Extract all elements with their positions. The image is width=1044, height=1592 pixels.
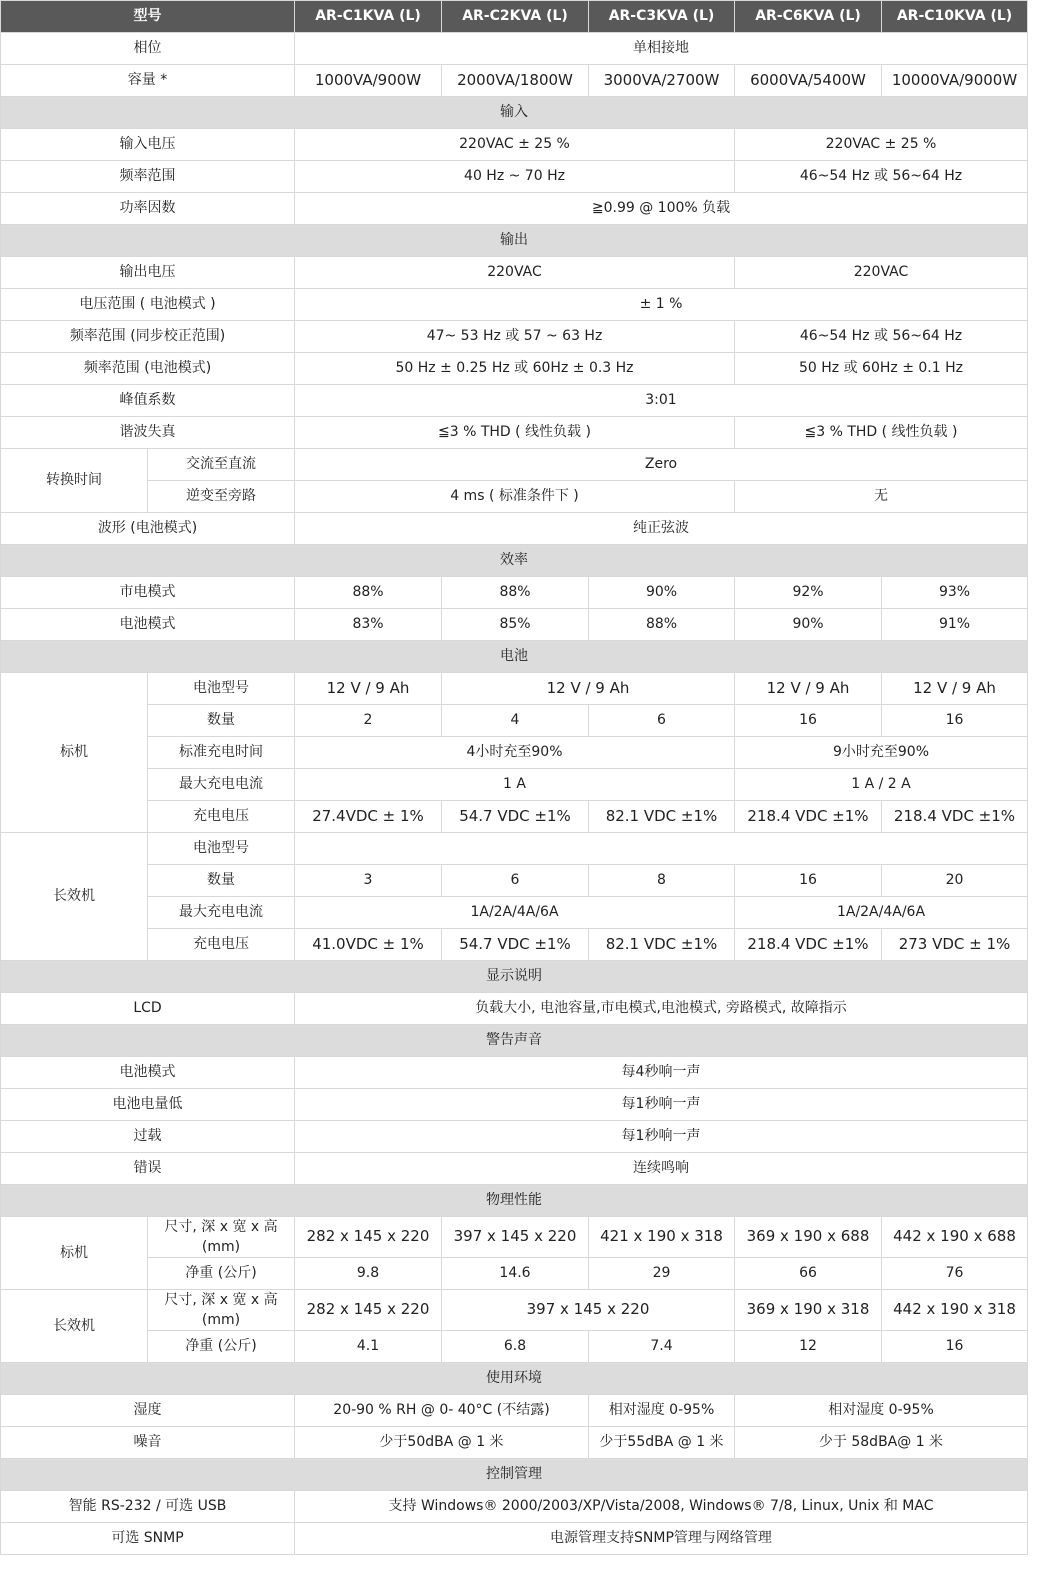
- row-label: 电压范围 ( 电池模式 ): [1, 289, 295, 321]
- table-row: [1, 193, 1028, 225]
- table-row: [1, 737, 1028, 769]
- row-label: 电池电量低: [1, 1089, 295, 1121]
- row-value: 93%: [882, 577, 1028, 609]
- row-value: 6: [589, 705, 735, 737]
- row-value: 2000VA/1800W: [442, 65, 589, 97]
- section-title: 输出: [1, 225, 1028, 257]
- group-label: 标机: [1, 673, 148, 833]
- table-row: [1, 1491, 1028, 1523]
- row-value: 每1秒响一声: [295, 1121, 1028, 1153]
- row-value: 421 x 190 x 318: [589, 1217, 735, 1258]
- row-value: 88%: [589, 609, 735, 641]
- row-value: 92%: [735, 577, 882, 609]
- section-row: [1, 1185, 1028, 1217]
- header-model-1: AR-C1KVA (L): [295, 1, 442, 33]
- row-value: 3:01: [295, 385, 1028, 417]
- row-label: 波形 (电池模式): [1, 513, 295, 545]
- table-row: [1, 1153, 1028, 1185]
- row-value: 369 x 190 x 318: [735, 1290, 882, 1331]
- row-value: 82.1 VDC ±1%: [589, 801, 735, 833]
- row-value: 273 VDC ± 1%: [882, 929, 1028, 961]
- row-value: 12 V / 9 Ah: [295, 673, 442, 705]
- table-row: [1, 33, 1028, 65]
- row-value: 10000VA/9000W: [882, 65, 1028, 97]
- row-value: 2: [295, 705, 442, 737]
- row-label: LCD: [1, 993, 295, 1025]
- row-label: 频率范围: [1, 161, 295, 193]
- row-value: 90%: [735, 609, 882, 641]
- row-value: 相对湿度 0-95%: [589, 1395, 735, 1427]
- row-label: 智能 RS-232 / 可选 USB: [1, 1491, 295, 1523]
- row-value: 6.8: [442, 1331, 589, 1363]
- row-label: 市电模式: [1, 577, 295, 609]
- header-model-3: AR-C3KVA (L): [589, 1, 735, 33]
- row-label: 电池模式: [1, 1057, 295, 1089]
- row-value: 82.1 VDC ±1%: [589, 929, 735, 961]
- row-label: 电池型号: [148, 673, 295, 705]
- row-label: 电池模式: [1, 609, 295, 641]
- row-value: 无: [735, 481, 1028, 513]
- section-title: 警告声音: [1, 1025, 1028, 1057]
- row-value: 4 ms ( 标准条件下 ): [295, 481, 735, 513]
- table-row: [1, 321, 1028, 353]
- row-value: 少于50dBA @ 1 米: [295, 1427, 589, 1459]
- row-value: 282 x 145 x 220: [295, 1217, 442, 1258]
- row-label: 功率因数: [1, 193, 295, 225]
- row-value: 88%: [295, 577, 442, 609]
- row-value: 40 Hz ~ 70 Hz: [295, 161, 735, 193]
- row-value: 1A/2A/4A/6A: [735, 897, 1028, 929]
- row-label: 容量 *: [1, 65, 295, 97]
- row-label: 频率范围 (电池模式): [1, 353, 295, 385]
- table-row: [1, 417, 1028, 449]
- row-value: 90%: [589, 577, 735, 609]
- row-value: 442 x 190 x 318: [882, 1290, 1028, 1331]
- group-label: 长效机: [1, 1290, 148, 1363]
- row-value: 负载大小, 电池容量,市电模式,电池模式, 旁路模式, 故障指示: [295, 993, 1028, 1025]
- row-value: 54.7 VDC ±1%: [442, 801, 589, 833]
- header-model-5: AR-C10KVA (L): [882, 1, 1028, 33]
- group-label: 转换时间: [1, 449, 148, 513]
- row-value: 单相接地: [295, 33, 1028, 65]
- row-label: 输出电压: [1, 257, 295, 289]
- row-value: 6: [442, 865, 589, 897]
- table-row: [1, 161, 1028, 193]
- row-value: 47~ 53 Hz 或 57 ~ 63 Hz: [295, 321, 735, 353]
- table-row: [1, 865, 1028, 897]
- table-row: [1, 353, 1028, 385]
- table-row: [1, 129, 1028, 161]
- table-row: [1, 1331, 1028, 1363]
- row-value: 46~54 Hz 或 56~64 Hz: [735, 161, 1028, 193]
- table-row: [1, 897, 1028, 929]
- table-row: [1, 481, 1028, 513]
- row-label: 充电电压: [148, 801, 295, 833]
- row-value: 1000VA/900W: [295, 65, 442, 97]
- row-value: 1A/2A/4A/6A: [295, 897, 735, 929]
- row-value: 3000VA/2700W: [589, 65, 735, 97]
- row-value: 85%: [442, 609, 589, 641]
- section-title: 物理性能: [1, 1185, 1028, 1217]
- section-row: [1, 641, 1028, 673]
- row-label: 电池型号: [148, 833, 295, 865]
- section-row: [1, 225, 1028, 257]
- table-row: [1, 1089, 1028, 1121]
- row-value: 46~54 Hz 或 56~64 Hz: [735, 321, 1028, 353]
- row-value: 66: [735, 1258, 882, 1290]
- table-row: [1, 1523, 1028, 1555]
- row-label: 湿度: [1, 1395, 295, 1427]
- header-model-label: 型号: [1, 1, 295, 33]
- row-value: 220VAC: [295, 257, 735, 289]
- table-row: [1, 1057, 1028, 1089]
- group-label: 长效机: [1, 833, 148, 961]
- section-row: [1, 961, 1028, 993]
- row-value: 1 A: [295, 769, 735, 801]
- row-value: 16: [882, 1331, 1028, 1363]
- row-label: 输入电压: [1, 129, 295, 161]
- table-row: [1, 449, 1028, 481]
- row-value: 220VAC ± 25 %: [735, 129, 1028, 161]
- row-value: 76: [882, 1258, 1028, 1290]
- row-value: 7.4: [589, 1331, 735, 1363]
- header-row: [1, 1, 1028, 33]
- row-label: 峰值系数: [1, 385, 295, 417]
- row-value: 纯正弦波: [295, 513, 1028, 545]
- row-value: 88%: [442, 577, 589, 609]
- row-value: 369 x 190 x 688: [735, 1217, 882, 1258]
- row-value: 218.4 VDC ±1%: [735, 801, 882, 833]
- row-value: 83%: [295, 609, 442, 641]
- table-row: [1, 577, 1028, 609]
- row-value: 218.4 VDC ±1%: [735, 929, 882, 961]
- table-row: [1, 1290, 1028, 1331]
- table-row: [1, 993, 1028, 1025]
- section-title: 显示说明: [1, 961, 1028, 993]
- row-value: 电源管理支持SNMP管理与网络管理: [295, 1523, 1028, 1555]
- row-value: 14.6: [442, 1258, 589, 1290]
- row-value: 16: [882, 705, 1028, 737]
- row-label: 谐波失真: [1, 417, 295, 449]
- row-value: 每4秒响一声: [295, 1057, 1028, 1089]
- row-value: 282 x 145 x 220: [295, 1290, 442, 1331]
- table-row: [1, 385, 1028, 417]
- row-value: 20-90 % RH @ 0- 40°C (不结露): [295, 1395, 589, 1427]
- row-value: 支持 Windows® 2000/2003/XP/Vista/2008, Windows® 7/8, Linux, Unix 和 MAC: [295, 1491, 1028, 1523]
- row-label: 充电电压: [148, 929, 295, 961]
- group-label: 标机: [1, 1217, 148, 1290]
- table-row: [1, 673, 1028, 705]
- row-value: 20: [882, 865, 1028, 897]
- row-value: 12 V / 9 Ah: [442, 673, 735, 705]
- row-value: 9.8: [295, 1258, 442, 1290]
- section-title: 输入: [1, 97, 1028, 129]
- row-value: 91%: [882, 609, 1028, 641]
- header-model-4: AR-C6KVA (L): [735, 1, 882, 33]
- row-value: 1 A / 2 A: [735, 769, 1028, 801]
- row-label: 尺寸, 深 x 宽 x 高 (mm): [148, 1290, 295, 1331]
- section-row: [1, 1363, 1028, 1395]
- row-label: 频率范围 (同步校正范围): [1, 321, 295, 353]
- row-value: 50 Hz ± 0.25 Hz 或 60Hz ± 0.3 Hz: [295, 353, 735, 385]
- row-label: 标准充电时间: [148, 737, 295, 769]
- row-label: 逆变至旁路: [148, 481, 295, 513]
- section-title: 控制管理: [1, 1459, 1028, 1491]
- row-value: 12 V / 9 Ah: [735, 673, 882, 705]
- row-value: 4小时充至90%: [295, 737, 735, 769]
- row-label: 净重 (公斤): [148, 1258, 295, 1290]
- row-value: 50 Hz 或 60Hz ± 0.1 Hz: [735, 353, 1028, 385]
- row-value: 少于55dBA @ 1 米: [589, 1427, 735, 1459]
- row-value: 220VAC: [735, 257, 1028, 289]
- table-row: [1, 609, 1028, 641]
- row-value: ± 1 %: [295, 289, 1028, 321]
- row-value: Zero: [295, 449, 1028, 481]
- section-row: [1, 1025, 1028, 1057]
- row-value: 12 V / 9 Ah: [882, 673, 1028, 705]
- row-label: 噪音: [1, 1427, 295, 1459]
- table-row: [1, 929, 1028, 961]
- row-value: 41.0VDC ± 1%: [295, 929, 442, 961]
- row-label: 数量: [148, 705, 295, 737]
- table-row: [1, 1217, 1028, 1258]
- row-value: 29: [589, 1258, 735, 1290]
- row-value: 8: [589, 865, 735, 897]
- row-value: 218.4 VDC ±1%: [882, 801, 1028, 833]
- row-label: 最大充电电流: [148, 769, 295, 801]
- row-label: 净重 (公斤): [148, 1331, 295, 1363]
- row-value: 9小时充至90%: [735, 737, 1028, 769]
- row-label: 尺寸, 深 x 宽 x 高 (mm): [148, 1217, 295, 1258]
- section-title: 效率: [1, 545, 1028, 577]
- row-value: 27.4VDC ± 1%: [295, 801, 442, 833]
- table-row: [1, 289, 1028, 321]
- row-label: 错误: [1, 1153, 295, 1185]
- row-value: 442 x 190 x 688: [882, 1217, 1028, 1258]
- table-row: [1, 1395, 1028, 1427]
- row-value: ≦3 % THD ( 线性负载 ): [295, 417, 735, 449]
- row-label: 数量: [148, 865, 295, 897]
- row-value: 54.7 VDC ±1%: [442, 929, 589, 961]
- table-row: [1, 1258, 1028, 1290]
- row-label: 可选 SNMP: [1, 1523, 295, 1555]
- table-row: [1, 65, 1028, 97]
- section-title: 电池: [1, 641, 1028, 673]
- row-label: 交流至直流: [148, 449, 295, 481]
- row-label: 相位: [1, 33, 295, 65]
- row-value: 4: [442, 705, 589, 737]
- row-value: 397 x 145 x 220: [442, 1290, 735, 1331]
- section-row: [1, 97, 1028, 129]
- row-label: 最大充电电流: [148, 897, 295, 929]
- row-value: 每1秒响一声: [295, 1089, 1028, 1121]
- row-value: 12: [735, 1331, 882, 1363]
- row-value: 相对湿度 0-95%: [735, 1395, 1028, 1427]
- table-row: [1, 513, 1028, 545]
- row-value: 16: [735, 865, 882, 897]
- row-value: 16: [735, 705, 882, 737]
- row-value: 220VAC ± 25 %: [295, 129, 735, 161]
- row-label: 过载: [1, 1121, 295, 1153]
- table-row: [1, 705, 1028, 737]
- section-title: 使用环境: [1, 1363, 1028, 1395]
- row-value: 3: [295, 865, 442, 897]
- row-value: 连续鸣响: [295, 1153, 1028, 1185]
- section-row: [1, 1459, 1028, 1491]
- row-value: [295, 833, 1028, 865]
- table-row: [1, 801, 1028, 833]
- row-value: ≧0.99 @ 100% 负载: [295, 193, 1028, 225]
- header-model-2: AR-C2KVA (L): [442, 1, 589, 33]
- table-row: [1, 1121, 1028, 1153]
- table-row: [1, 833, 1028, 865]
- row-value: 397 x 145 x 220: [442, 1217, 589, 1258]
- table-row: [1, 769, 1028, 801]
- table-row: [1, 1427, 1028, 1459]
- row-value: 6000VA/5400W: [735, 65, 882, 97]
- row-value: 4.1: [295, 1331, 442, 1363]
- section-row: [1, 545, 1028, 577]
- row-value: ≦3 % THD ( 线性负载 ): [735, 417, 1028, 449]
- table-row: [1, 257, 1028, 289]
- row-value: 少于 58dBA@ 1 米: [735, 1427, 1028, 1459]
